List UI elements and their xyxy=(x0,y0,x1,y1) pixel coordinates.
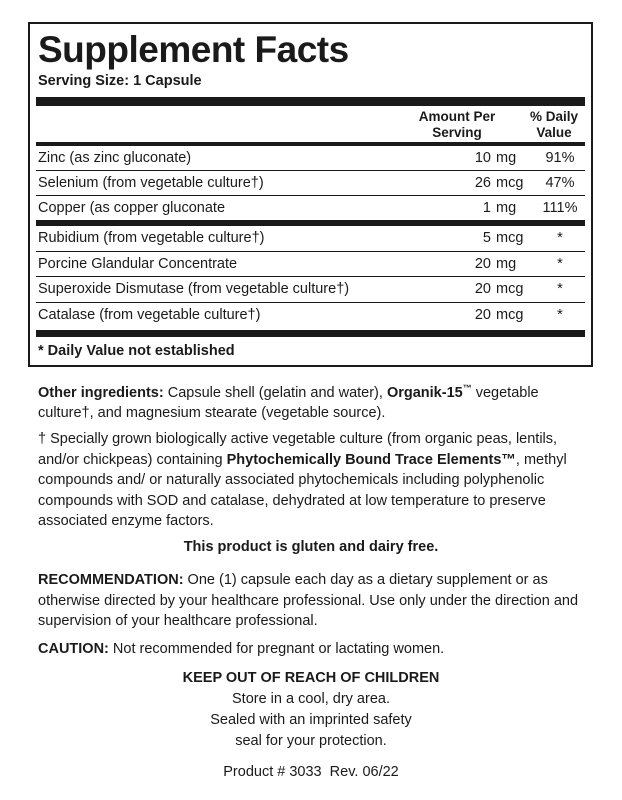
nutrient-daily-value: * xyxy=(557,255,563,272)
thick-divider xyxy=(36,97,585,106)
nutrient-daily-value: 91% xyxy=(545,150,575,166)
trademark-symbol: ™ xyxy=(462,383,472,393)
nutrient-row xyxy=(36,252,585,278)
nutrient-unit: mg xyxy=(496,200,517,216)
recommendation xyxy=(38,570,593,632)
nutrient-name: Zinc (as zinc gluconate) xyxy=(38,150,192,166)
nutrient-daily-value: 47% xyxy=(545,175,575,191)
nutrient-amount: 5 xyxy=(482,230,491,246)
nutrient-unit: mcg xyxy=(496,281,524,297)
caution-text: Not recommended for pregnant or lactating women. xyxy=(108,641,445,657)
recommendation-text: One (1) capsule each day as a dietary supplement or as otherwise directed by your healthcare professional. Use only under the direction and supervision of your healthcare professional. xyxy=(38,572,579,629)
amount-header-line: Amount Per xyxy=(418,109,496,124)
supplement-facts-panel xyxy=(28,22,593,367)
nutrient-unit: mcg xyxy=(496,175,524,191)
gluten-dairy-free-statement: This product is gluten and dairy free. xyxy=(183,539,439,555)
nutrient-daily-value: * xyxy=(557,306,563,323)
other-ingredients xyxy=(38,378,593,424)
nutrient-amount: 1 xyxy=(482,200,491,216)
nutrient-daily-value: * xyxy=(557,281,563,297)
nutrient-row xyxy=(36,277,585,303)
dv-header-line: Value xyxy=(536,125,572,140)
nutrient-name: Porcine Glandular Concentrate xyxy=(38,255,238,272)
caution xyxy=(38,639,593,660)
recommendation-label: RECOMMENDATION: xyxy=(38,572,184,588)
culture-note-text: † Specially grown biologically active vegetable culture (from organic peas, lentils, and/or chickpeas) containing xyxy=(38,431,558,468)
serving-size: Serving Size: 1 Capsule xyxy=(38,73,202,89)
nutrient-name: Copper (as copper gluconate xyxy=(38,200,226,216)
other-ingredients-label: Other ingredients: xyxy=(38,384,164,401)
nutrient-amount: 26 xyxy=(474,175,491,191)
daily-value-header xyxy=(520,109,588,141)
nutrient-row xyxy=(36,226,585,252)
amount-header-line: Serving xyxy=(432,125,482,140)
panel-title: Supplement Facts xyxy=(38,29,349,70)
nutrient-name: Rubidium (from vegetable culture†) xyxy=(38,230,265,246)
nutrient-row xyxy=(36,303,585,329)
caution-label: CAUTION: xyxy=(38,641,109,657)
other-ingredients-text: Capsule shell (gelatin and water), xyxy=(163,384,387,401)
organik-brand-mark: Organik-15 xyxy=(386,384,463,401)
nutrient-amount: 20 xyxy=(474,306,491,323)
keep-out-warning: KEEP OUT OF REACH OF CHILDREN xyxy=(182,670,440,686)
nutrient-row xyxy=(36,171,585,196)
storage-line: seal for your protection. xyxy=(235,733,387,749)
other-ingredients-text-end: vegetable culture†, and magnesium stearate (vegetable source). xyxy=(38,384,539,422)
nutrient-name: Superoxide Dismutase (from vegetable culture†) xyxy=(38,281,350,297)
nutrient-unit: mg xyxy=(496,255,517,272)
dv-header-line: % Daily xyxy=(529,109,579,124)
product-code: Product # 3033 Rev. 06/22 xyxy=(223,764,399,780)
thick-divider xyxy=(36,330,585,337)
daily-value-footnote: * Daily Value not established xyxy=(38,343,235,359)
nutrient-name: Catalase (from vegetable culture†) xyxy=(38,306,261,323)
nutrient-daily-value: 111% xyxy=(542,200,578,216)
nutrient-row xyxy=(36,196,585,221)
nutrient-unit: mg xyxy=(496,150,517,166)
nutrient-amount: 10 xyxy=(474,150,491,166)
nutrient-unit: mcg xyxy=(496,230,524,246)
nutrient-amount: 20 xyxy=(474,281,491,297)
nutrient-name: Selenium (from vegetable culture†) xyxy=(38,175,264,191)
amount-header xyxy=(416,109,498,141)
culture-note xyxy=(38,429,593,532)
culture-note-bold: Phytochemically Bound Trace Elements™ xyxy=(226,451,516,468)
nutrient-amount: 20 xyxy=(474,255,491,272)
nutrient-row xyxy=(36,146,585,171)
nutrient-unit: mcg xyxy=(496,306,524,323)
nutrient-daily-value: * xyxy=(557,230,563,246)
storage-line: Sealed with an imprinted safety xyxy=(210,712,412,728)
culture-note-text-end: , methyl compounds and/ or naturally associated phytochemicals including polyphenolic compounds with SOD and catalase, dehydrated at low temperature to preserve associated enzyme factors. xyxy=(38,451,567,529)
storage-line: Store in a cool, dry area. xyxy=(232,691,390,707)
